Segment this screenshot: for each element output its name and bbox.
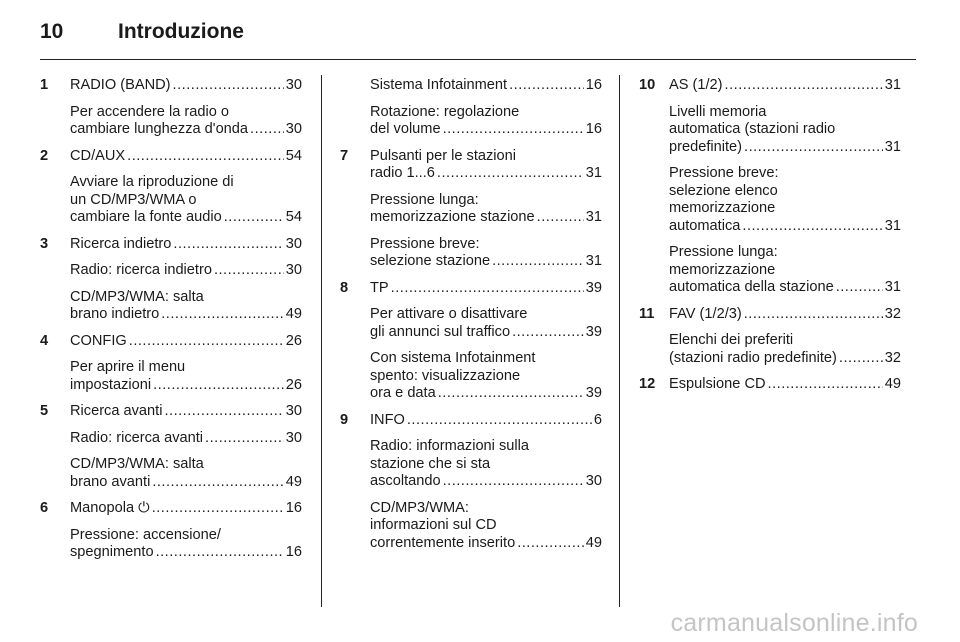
dot-leader <box>152 474 283 492</box>
entry-text-line: automatica (stazioni radio <box>669 121 836 137</box>
entry-text-line: spento: visualizzazione <box>370 367 521 384</box>
dot-leader <box>153 377 284 395</box>
entry-label: selezione stazione <box>370 253 491 269</box>
page-reference: 54 <box>285 209 302 225</box>
entry-dotted-line <box>370 385 602 403</box>
index-entry <box>40 430 302 448</box>
entry-text-line: Pressione breve: <box>669 165 779 181</box>
entry-dotted-line <box>669 218 901 236</box>
index-entry <box>40 527 302 562</box>
entry-text-line: Pulsanti per le stazioni <box>370 147 517 164</box>
dot-leader <box>437 165 584 183</box>
dot-leader <box>127 148 284 166</box>
entry-dotted-line <box>669 376 901 394</box>
dot-leader <box>224 209 284 227</box>
entry-dotted-line <box>70 148 302 166</box>
entry-text-line: Avviare la riproduzione di <box>70 174 234 190</box>
entry-label: Radio: ricerca avanti <box>70 429 204 446</box>
page-reference: 39 <box>585 323 602 340</box>
index-entry <box>40 500 302 518</box>
page-header <box>40 18 915 62</box>
dot-leader <box>517 535 584 553</box>
dot-leader <box>214 262 284 280</box>
dot-leader <box>509 77 584 95</box>
index-entry <box>40 148 302 166</box>
page-reference: 32 <box>884 349 901 366</box>
dot-leader <box>537 209 584 227</box>
page-reference: 30 <box>285 77 302 93</box>
entry-dotted-line <box>370 77 602 95</box>
entry-label: automatica della stazione <box>669 279 834 295</box>
page-reference: 30 <box>285 235 302 252</box>
entry-label: brano indietro <box>70 306 160 322</box>
entry-label: CONFIG <box>70 332 127 349</box>
watermark: carmanualsonline.info <box>670 609 918 637</box>
dot-leader <box>512 324 584 342</box>
entry-label: Manopola ⏻ <box>70 500 150 516</box>
entry-label: TP <box>370 279 389 296</box>
entry-dotted-line <box>370 535 602 553</box>
entry-text-line: Per accendere la radio o <box>70 103 230 120</box>
column-divider <box>321 75 322 607</box>
page-reference: 54 <box>285 147 302 164</box>
dot-leader <box>443 121 584 139</box>
entry-label: brano avanti <box>70 473 151 490</box>
page-reference: 32 <box>884 305 901 322</box>
page-reference: 49 <box>884 376 901 392</box>
entry-dotted-line <box>370 324 602 342</box>
index-entry <box>40 333 302 351</box>
entry-label: gli annunci sul traffico <box>370 323 511 340</box>
entry-dotted-line <box>70 236 302 254</box>
page-reference: 31 <box>884 217 901 234</box>
column-2 <box>340 77 602 561</box>
entry-label: memorizzazione stazione <box>370 209 535 225</box>
column-3 <box>639 77 901 403</box>
entry-label: INFO <box>370 411 405 428</box>
page-reference: 16 <box>585 77 602 93</box>
entry-text-line: memorizzazione <box>669 200 776 216</box>
page-reference: 30 <box>585 473 602 489</box>
index-entry <box>639 306 901 324</box>
index-entry <box>639 165 901 235</box>
page-reference: 30 <box>285 429 302 446</box>
entry-label: ascoltando <box>370 473 441 489</box>
dot-leader <box>438 385 584 403</box>
entry-dotted-line <box>669 77 901 95</box>
entry-label: (stazioni radio predefinite) <box>669 349 837 366</box>
page-reference: 16 <box>585 121 602 137</box>
entry-label: radio 1...6 <box>370 165 435 181</box>
entry-label: Espulsione CD <box>669 376 766 392</box>
column-1 <box>40 77 302 571</box>
entry-text-line: CD/MP3/WMA: <box>370 499 469 516</box>
entry-dotted-line <box>370 412 602 430</box>
dot-leader <box>744 139 883 157</box>
index-entry <box>40 104 302 139</box>
index-entry <box>340 500 602 553</box>
page-reference: 39 <box>585 385 602 401</box>
entry-dotted-line <box>70 333 302 351</box>
dot-leader <box>173 77 284 95</box>
dot-leader <box>250 121 284 139</box>
page-reference: 49 <box>585 534 602 551</box>
page-reference: 30 <box>285 403 302 419</box>
index-entry <box>639 376 901 394</box>
index-entry <box>40 77 302 95</box>
dot-leader <box>492 253 584 271</box>
page-reference: 49 <box>285 473 302 490</box>
entry-text-line: Pressione lunga: <box>370 191 479 208</box>
entry-number: 9 <box>340 411 349 428</box>
page-reference: 31 <box>585 253 602 269</box>
entry-label: correntemente inserito <box>370 534 516 551</box>
entry-number: 2 <box>40 147 49 164</box>
dot-leader <box>407 412 592 430</box>
dot-leader <box>768 376 883 394</box>
index-entry <box>340 438 602 491</box>
dot-leader <box>152 500 284 518</box>
entry-dotted-line <box>70 262 302 280</box>
entry-number: 10 <box>639 77 656 93</box>
entry-number: 4 <box>40 332 49 349</box>
entry-label: CD/AUX <box>70 147 126 164</box>
page-reference: 26 <box>285 332 302 349</box>
entry-number: 1 <box>40 77 49 93</box>
index-entry <box>340 192 602 227</box>
page-reference: 30 <box>285 121 302 137</box>
entry-label: FAV (1/2/3) <box>669 305 742 322</box>
entry-text-line: CD/MP3/WMA: salta <box>70 288 204 305</box>
dot-leader <box>742 218 882 236</box>
entry-dotted-line <box>370 253 602 271</box>
index-entry <box>40 456 302 491</box>
dot-leader <box>164 403 283 421</box>
page-reference: 31 <box>884 279 901 295</box>
entry-label: cambiare lunghezza d'onda <box>70 121 249 137</box>
dot-leader <box>161 306 284 324</box>
entry-text-line: Elenchi dei preferiti <box>669 332 794 348</box>
entry-number: 3 <box>40 235 49 252</box>
page-reference: 16 <box>285 500 302 516</box>
entry-dotted-line <box>70 377 302 395</box>
dot-leader <box>156 544 284 562</box>
entry-text-line: Livelli memoria <box>669 103 767 120</box>
index-entry <box>40 403 302 421</box>
entry-number: 11 <box>639 305 655 322</box>
entry-number: 7 <box>340 147 349 164</box>
entry-label: Sistema Infotainment <box>370 77 508 93</box>
index-entry <box>40 359 302 394</box>
entry-text-line: Per aprire il menu <box>70 359 186 375</box>
entry-text-line: Radio: informazioni sulla <box>370 438 529 454</box>
entry-label: Radio: ricerca indietro <box>70 262 212 278</box>
index-entry <box>340 148 602 183</box>
entry-dotted-line <box>370 165 602 183</box>
entry-text-line: memorizzazione <box>669 261 776 278</box>
entry-dotted-line <box>70 403 302 421</box>
entry-text-line: Pressione: accensione/ <box>70 526 221 543</box>
column-divider <box>619 75 620 607</box>
dot-leader <box>725 77 883 95</box>
entry-label: cambiare la fonte audio <box>70 209 222 225</box>
dot-leader <box>836 279 883 297</box>
index-entry <box>639 77 901 95</box>
entry-text-line: Per attivare o disattivare <box>370 306 528 322</box>
index-entry <box>40 262 302 280</box>
entry-number: 6 <box>40 500 49 516</box>
page-number: 10 <box>40 20 64 43</box>
index-entry <box>340 77 602 95</box>
index-entry <box>340 280 602 298</box>
page-reference: 31 <box>585 165 602 181</box>
entry-dotted-line <box>70 209 302 227</box>
index-entry <box>639 332 901 367</box>
entry-label: RADIO (BAND) <box>70 77 171 93</box>
page-reference: 31 <box>884 77 901 93</box>
index-entry <box>40 236 302 254</box>
page-reference: 30 <box>285 262 302 278</box>
index-entry <box>40 289 302 324</box>
entry-text-line: selezione elenco <box>669 182 778 199</box>
index-entry <box>340 412 602 430</box>
entry-dotted-line <box>669 306 901 324</box>
entry-dotted-line <box>669 139 901 157</box>
chapter-title: Introduzione <box>118 20 244 43</box>
page-reference: 49 <box>285 306 302 322</box>
entry-label: impostazioni <box>70 376 152 393</box>
index-entry <box>340 306 602 341</box>
header-rule <box>40 59 916 60</box>
page-reference: 26 <box>285 376 302 393</box>
entry-dotted-line <box>70 500 302 518</box>
dot-leader <box>443 473 584 491</box>
entry-text-line: Pressione breve: <box>370 235 480 252</box>
entry-label: ora e data <box>370 385 436 401</box>
entry-dotted-line <box>70 121 302 139</box>
entry-text-line: un CD/MP3/WMA o <box>70 191 197 208</box>
index-entry <box>340 236 602 271</box>
dot-leader <box>744 306 883 324</box>
entry-label: Ricerca indietro <box>70 235 172 252</box>
dot-leader <box>205 430 284 448</box>
entry-dotted-line <box>370 473 602 491</box>
entry-label: del volume <box>370 121 441 137</box>
entry-label: predefinite) <box>669 138 743 155</box>
entry-dotted-line <box>70 474 302 492</box>
entry-text-line: Con sistema Infotainment <box>370 350 536 366</box>
page-reference: 31 <box>585 209 602 225</box>
entry-text-line: informazioni sul CD <box>370 517 497 533</box>
entry-dotted-line <box>370 121 602 139</box>
page-reference: 16 <box>285 544 302 560</box>
entry-number: 5 <box>40 403 49 419</box>
dot-leader <box>173 236 283 254</box>
entry-label: automatica <box>669 217 741 234</box>
entry-text-line: stazione che si sta <box>370 455 491 472</box>
entry-number: 8 <box>340 279 349 296</box>
entry-dotted-line <box>70 77 302 95</box>
dot-leader <box>839 350 883 368</box>
page-reference: 31 <box>884 138 901 155</box>
entry-dotted-line <box>70 544 302 562</box>
entry-text-line: CD/MP3/WMA: salta <box>70 456 204 472</box>
dot-leader <box>391 280 584 298</box>
entry-dotted-line <box>370 209 602 227</box>
entry-dotted-line <box>370 280 602 298</box>
entry-label: AS (1/2) <box>669 77 723 93</box>
page-reference: 6 <box>593 411 602 428</box>
index-entry <box>340 350 602 403</box>
index-entry <box>40 174 302 227</box>
entry-number: 12 <box>639 376 656 392</box>
entry-label: Ricerca avanti <box>70 403 163 419</box>
index-entry <box>639 244 901 297</box>
entry-dotted-line <box>70 306 302 324</box>
index-entry <box>639 104 901 157</box>
page-reference: 39 <box>585 279 602 296</box>
entry-dotted-line <box>669 350 901 368</box>
entry-text-line: Rotazione: regolazione <box>370 103 520 120</box>
dot-leader <box>129 333 284 351</box>
entry-dotted-line <box>70 430 302 448</box>
entry-dotted-line <box>669 279 901 297</box>
entry-text-line: Pressione lunga: <box>669 244 778 260</box>
index-entry <box>340 104 602 139</box>
entry-label: spegnimento <box>70 544 154 560</box>
